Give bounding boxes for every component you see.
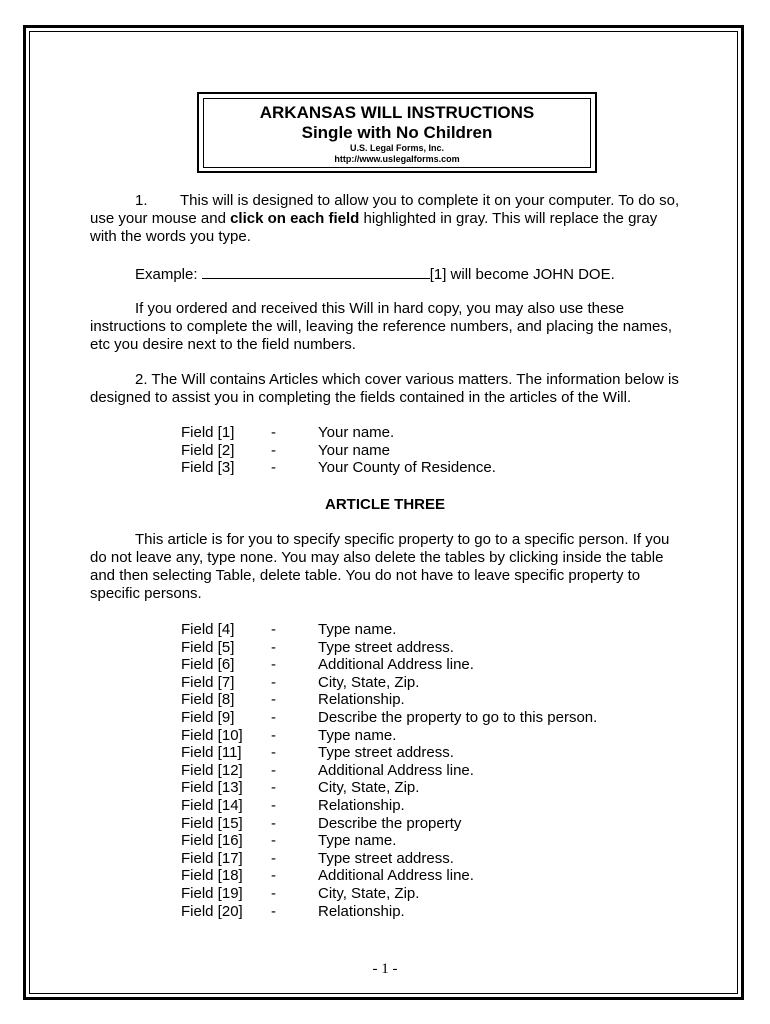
page-number: - 1 -	[372, 961, 398, 977]
field-description: Type name.	[318, 726, 397, 744]
field-name: Field [8]	[181, 691, 235, 709]
document-subtitle: Single with No Children	[301, 123, 493, 142]
field-row	[181, 459, 496, 477]
field-list-a	[181, 424, 496, 477]
field-dash: -	[271, 424, 276, 441]
field-description: Additional Address line.	[318, 867, 474, 885]
field-description: Your name	[318, 441, 390, 459]
field-name: Field [4]	[181, 621, 235, 638]
field-dash: -	[271, 867, 276, 885]
example-blank-field	[202, 264, 430, 279]
example-line	[90, 264, 684, 284]
field-description: Type street address.	[318, 744, 454, 762]
field-description: Relationship.	[318, 796, 405, 814]
field-name: Field [12]	[181, 761, 243, 779]
field-name: Field [2]	[181, 441, 235, 459]
field-dash: -	[271, 656, 276, 674]
article-three-intro-text: This article is for you to specify specific property to go to a specific person. If you do not leave any, type none. You may also delete the tables by clicking inside the table and then selecting Table, delete table. You do not have to leave specific property to specific persons.	[90, 531, 670, 602]
field-row	[181, 779, 597, 797]
field-description: Relationship.	[318, 902, 405, 920]
field-dash: -	[271, 673, 276, 691]
field-description: Type street address.	[318, 638, 454, 656]
article-three-intro	[90, 531, 684, 603]
field-description: Relationship.	[318, 691, 405, 709]
field-description: Describe the property to go to this person.	[318, 708, 598, 726]
field-dash: -	[271, 459, 276, 477]
paragraph-1-bold: click on each field	[230, 210, 360, 227]
field-dash: -	[271, 796, 276, 814]
field-dash: -	[271, 708, 276, 726]
example-label: Example:	[135, 266, 198, 283]
paragraph-hardcopy	[90, 300, 684, 354]
field-row	[181, 832, 597, 850]
paragraph-2	[90, 371, 684, 407]
field-name: Field [15]	[181, 814, 243, 832]
field-name: Field [9]	[181, 708, 235, 726]
field-row	[181, 656, 597, 674]
field-dash: -	[271, 884, 276, 902]
field-description: Type street address.	[318, 849, 454, 867]
field-row	[181, 727, 597, 745]
paragraph-1-text-a: This will is designed to allow you to complete it on your computer. To do so, use your mouse and	[90, 192, 680, 227]
field-row	[181, 639, 597, 657]
field-row	[181, 867, 597, 885]
field-name: Field [20]	[181, 902, 243, 920]
field-dash: -	[271, 849, 276, 867]
field-row	[181, 709, 597, 727]
field-description: Additional Address line.	[318, 761, 474, 779]
field-name: Field [7]	[181, 673, 235, 691]
field-dash: -	[271, 779, 276, 797]
article-three-heading: ARTICLE THREE	[325, 496, 445, 513]
field-name: Field [19]	[181, 884, 243, 902]
field-dash: -	[271, 814, 276, 832]
field-name: Field [18]	[181, 867, 243, 885]
field-name: Field [14]	[181, 796, 243, 814]
field-description: Your County of Residence.	[318, 459, 496, 477]
field-row	[181, 850, 597, 868]
field-name: Field [16]	[181, 832, 243, 850]
paragraph-1-text-b: highlighted in gray. This will replace the gray with the words you type.	[90, 210, 658, 245]
field-dash: -	[271, 744, 276, 762]
field-row	[181, 621, 597, 639]
field-row	[181, 744, 597, 762]
field-dash: -	[271, 441, 276, 459]
field-description: Type name.	[318, 832, 397, 850]
field-name: Field [17]	[181, 849, 243, 867]
field-description: Additional Address line.	[318, 656, 474, 674]
field-row	[181, 815, 597, 833]
field-row	[181, 424, 496, 442]
paragraph-2-text: 2. The Will contains Articles which cover various matters. The information below is designed to assist you in completing the fields contained in the articles of the Will.	[90, 371, 679, 406]
field-dash: -	[271, 621, 276, 638]
field-dash: -	[271, 902, 276, 920]
field-description: Describe the property	[318, 814, 462, 832]
field-row	[181, 691, 597, 709]
field-dash: -	[271, 832, 276, 850]
field-name: Field [13]	[181, 779, 243, 797]
field-description: City, State, Zip.	[318, 884, 420, 902]
field-row	[181, 762, 597, 780]
field-row	[181, 885, 597, 903]
field-row	[181, 674, 597, 692]
field-name: Field [5]	[181, 638, 235, 656]
company-name: U.S. Legal Forms, Inc.	[349, 143, 445, 153]
field-dash: -	[271, 638, 276, 656]
field-name: Field [10]	[181, 726, 243, 744]
company-url: http://www.uslegalforms.com	[334, 154, 460, 164]
field-row	[181, 797, 597, 815]
field-description: Your name.	[318, 424, 395, 441]
paragraph-hardcopy-text: If you ordered and received this Will in hard copy, you may also use these instructions to complete the will, leaving the reference numbers, and placing the names, etc you desire next to the field numbers.	[90, 300, 672, 353]
field-dash: -	[271, 726, 276, 744]
field-row	[181, 903, 597, 921]
field-row	[181, 442, 496, 460]
paragraph-1	[90, 192, 684, 246]
field-name: Field [3]	[181, 459, 235, 477]
field-name: Field [6]	[181, 656, 235, 674]
paragraph-1-number: 1.	[135, 192, 148, 209]
example-suffix: [1] will become JOHN DOE.	[429, 266, 615, 283]
field-dash: -	[271, 761, 276, 779]
title-box	[203, 98, 591, 168]
field-description: City, State, Zip.	[318, 779, 420, 797]
field-description: Type name.	[318, 621, 397, 638]
field-description: City, State, Zip.	[318, 673, 420, 691]
field-name: Field [1]	[181, 424, 235, 441]
document-title: ARKANSAS WILL INSTRUCTIONS	[259, 103, 535, 122]
field-dash: -	[271, 691, 276, 709]
field-name: Field [11]	[181, 744, 242, 762]
field-list-b	[181, 621, 597, 920]
